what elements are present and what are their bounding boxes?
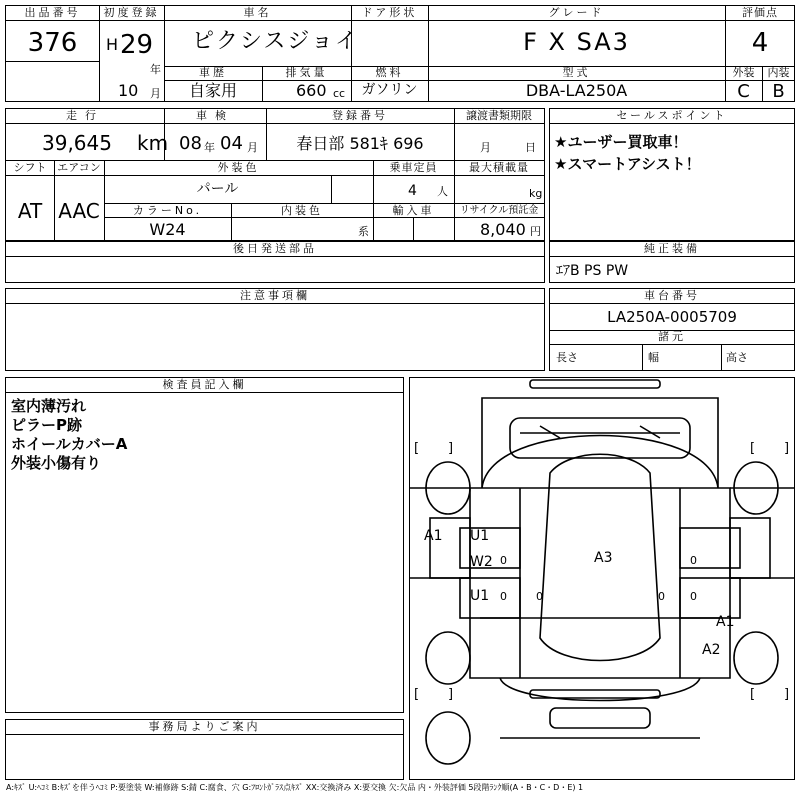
damage-mark-a1-left: A1: [424, 528, 443, 544]
inspection-month-unit: 月: [247, 141, 258, 154]
recycle-deposit-label: リサイクル預託金: [459, 205, 539, 216]
equipment-box: [549, 241, 795, 283]
bracket-left-3: [: [414, 687, 420, 702]
registration-month: 10: [118, 81, 139, 100]
shift-label: シフト: [13, 161, 47, 174]
history: 自家用: [188, 81, 237, 100]
inspector-notes-box: [5, 377, 404, 713]
car-name-label: 車名: [243, 6, 272, 19]
recycle-deposit: 8,040: [480, 220, 526, 239]
legend: A:ｷｽﾞ U:ﾍｺﾐ B:ｷｽﾞを伴うﾍｺﾐ P:要塗装 W:補修跡 S:錆 C:腐食、穴 G:ﾌﾛﾝﾄｶﾞﾗｽ点ｷｽﾞ XX:交換済み X:要交換 欠:欠品 内・外装評価 5段階ﾗﾝｸ順(A・B・C・D・E) 1: [6, 783, 584, 792]
height-label: 高さ: [726, 351, 748, 364]
interior-color-unit: 系: [358, 225, 369, 238]
car-name: ピクシスジョイ: [192, 29, 359, 54]
office-info-box: [5, 719, 404, 780]
inspector-note-3: ホイールカバーA: [11, 435, 128, 453]
interior-grade: B: [772, 81, 785, 102]
damage-mark-a1-right: A1: [716, 614, 735, 630]
inspector-note-2: ピラーP跡: [11, 416, 82, 434]
vehicle-details-section: [5, 108, 545, 241]
transfer-doc-label: 譲渡書類期限: [466, 109, 532, 122]
model-code-label: 型式: [562, 66, 591, 79]
aircon: AAC: [58, 199, 100, 223]
max-load-unit: kg: [529, 187, 543, 200]
score: 4: [751, 28, 769, 58]
selling-point-1: ★ユーザー買取車！: [554, 133, 688, 151]
fuel: ガソリン: [361, 82, 418, 98]
displacement: 660: [296, 81, 327, 100]
inspection-year: 08: [179, 133, 202, 154]
selling-points-label: セールスポイント: [616, 109, 728, 122]
registration-year: 29: [120, 30, 154, 60]
exterior-grade-label: 外装: [732, 66, 755, 79]
chassis-number-label: 車台番号: [644, 289, 700, 302]
inspector-note-4: 外装小傷有り: [11, 454, 102, 472]
shift: AT: [17, 199, 43, 223]
mileage-label: 走行: [66, 109, 104, 122]
chassis-box: [549, 288, 795, 371]
displacement-unit: cc: [333, 87, 346, 100]
history-label: 車歴: [199, 66, 227, 79]
inspector-note-1: 室内薄汚れ: [11, 397, 87, 415]
zero-mark-4: 0: [690, 590, 697, 603]
grade: F X SA3: [523, 28, 630, 56]
grade-label: グレード: [548, 6, 605, 19]
selling-points-box: [549, 108, 795, 241]
bracket-right-2: ]: [784, 441, 790, 456]
bracket-left-2: [: [750, 441, 756, 456]
equipment-label: 純正装備: [644, 242, 700, 255]
body-color: パール: [196, 181, 239, 197]
inspector-notes-label: 検査員記入欄: [162, 378, 247, 391]
era: H: [106, 35, 119, 54]
interior-color-label: 内装色: [281, 204, 323, 217]
score-label: 評価点: [742, 6, 778, 19]
zero-mark-5: 0: [536, 590, 543, 603]
chassis-number: LA250A-0005709: [607, 308, 737, 326]
exterior-grade: C: [737, 81, 750, 102]
fuel-label: 燃料: [375, 66, 404, 79]
plate-number: 春日部 581ｷ 696: [296, 134, 424, 153]
damage-diagram: [409, 377, 795, 780]
inspection-month: 04: [220, 133, 243, 154]
bracket-left-1: [: [414, 441, 420, 456]
zero-mark-2: 0: [500, 590, 507, 603]
zero-mark-6: 0: [658, 590, 665, 603]
bracket-right-3: ]: [448, 687, 454, 702]
max-load-label: 最大積載量: [469, 161, 529, 174]
import-label: 輸入車: [392, 204, 435, 217]
model-code: DBA-LA250A: [525, 81, 628, 100]
transfer-month-unit: 月: [480, 141, 491, 154]
damage-mark-a3: A3: [594, 550, 613, 566]
caution-box: [5, 288, 545, 371]
bracket-left-4: [: [750, 687, 756, 702]
bracket-right-4: ]: [784, 687, 790, 702]
later-parts-label: 後日発送部品: [233, 242, 317, 255]
year-unit: 年: [150, 63, 161, 76]
lot-number-label: 出品番号: [24, 6, 81, 19]
width-label: 幅: [648, 351, 659, 364]
damage-mark-u1-front: U1: [470, 528, 490, 544]
zero-mark-1: 0: [500, 554, 507, 567]
damage-mark-u1-rear: U1: [470, 588, 490, 604]
recycle-deposit-unit: 円: [530, 225, 541, 238]
damage-mark-w2: W2: [470, 554, 493, 570]
month-unit: 月: [150, 87, 161, 100]
header-section: [5, 5, 795, 102]
displacement-label: 排気量: [285, 66, 328, 79]
color-number-label: カラーNo.: [132, 204, 203, 217]
mileage-unit: km: [137, 131, 169, 155]
equipment: ｴｱB PS PW: [556, 263, 629, 279]
later-parts-box: [5, 241, 545, 283]
length-label: 長さ: [556, 351, 578, 364]
caution-label: 注意事項欄: [240, 289, 310, 302]
inspection-year-unit: 年: [204, 141, 215, 154]
spec-label: 諸元: [658, 330, 686, 343]
plate-label: 登録番号: [332, 109, 388, 122]
capacity-label: 乗車定員: [389, 161, 438, 174]
body-color-label: 外装色: [217, 161, 260, 174]
damage-mark-a2: A2: [702, 642, 721, 658]
door-type-label: ドア形状: [361, 6, 418, 19]
bracket-right-1: ]: [448, 441, 454, 456]
transfer-day-unit: 日: [525, 141, 536, 154]
lot-number: 376: [27, 28, 78, 58]
selling-point-2: ★スマートアシスト！: [554, 155, 701, 173]
capacity-unit: 人: [437, 185, 448, 198]
car-outline: [410, 378, 794, 779]
capacity: 4: [408, 183, 417, 199]
inspection-label: 車検: [196, 109, 234, 122]
office-info-label: 事務局よりご案内: [148, 720, 261, 733]
color-number: W24: [149, 220, 186, 239]
interior-grade-label: 内装: [767, 66, 790, 79]
zero-mark-3: 0: [690, 554, 697, 567]
mileage: 39,645: [42, 131, 112, 155]
first-registration-label: 初度登録: [103, 6, 160, 19]
aircon-label: エアコン: [57, 161, 101, 174]
